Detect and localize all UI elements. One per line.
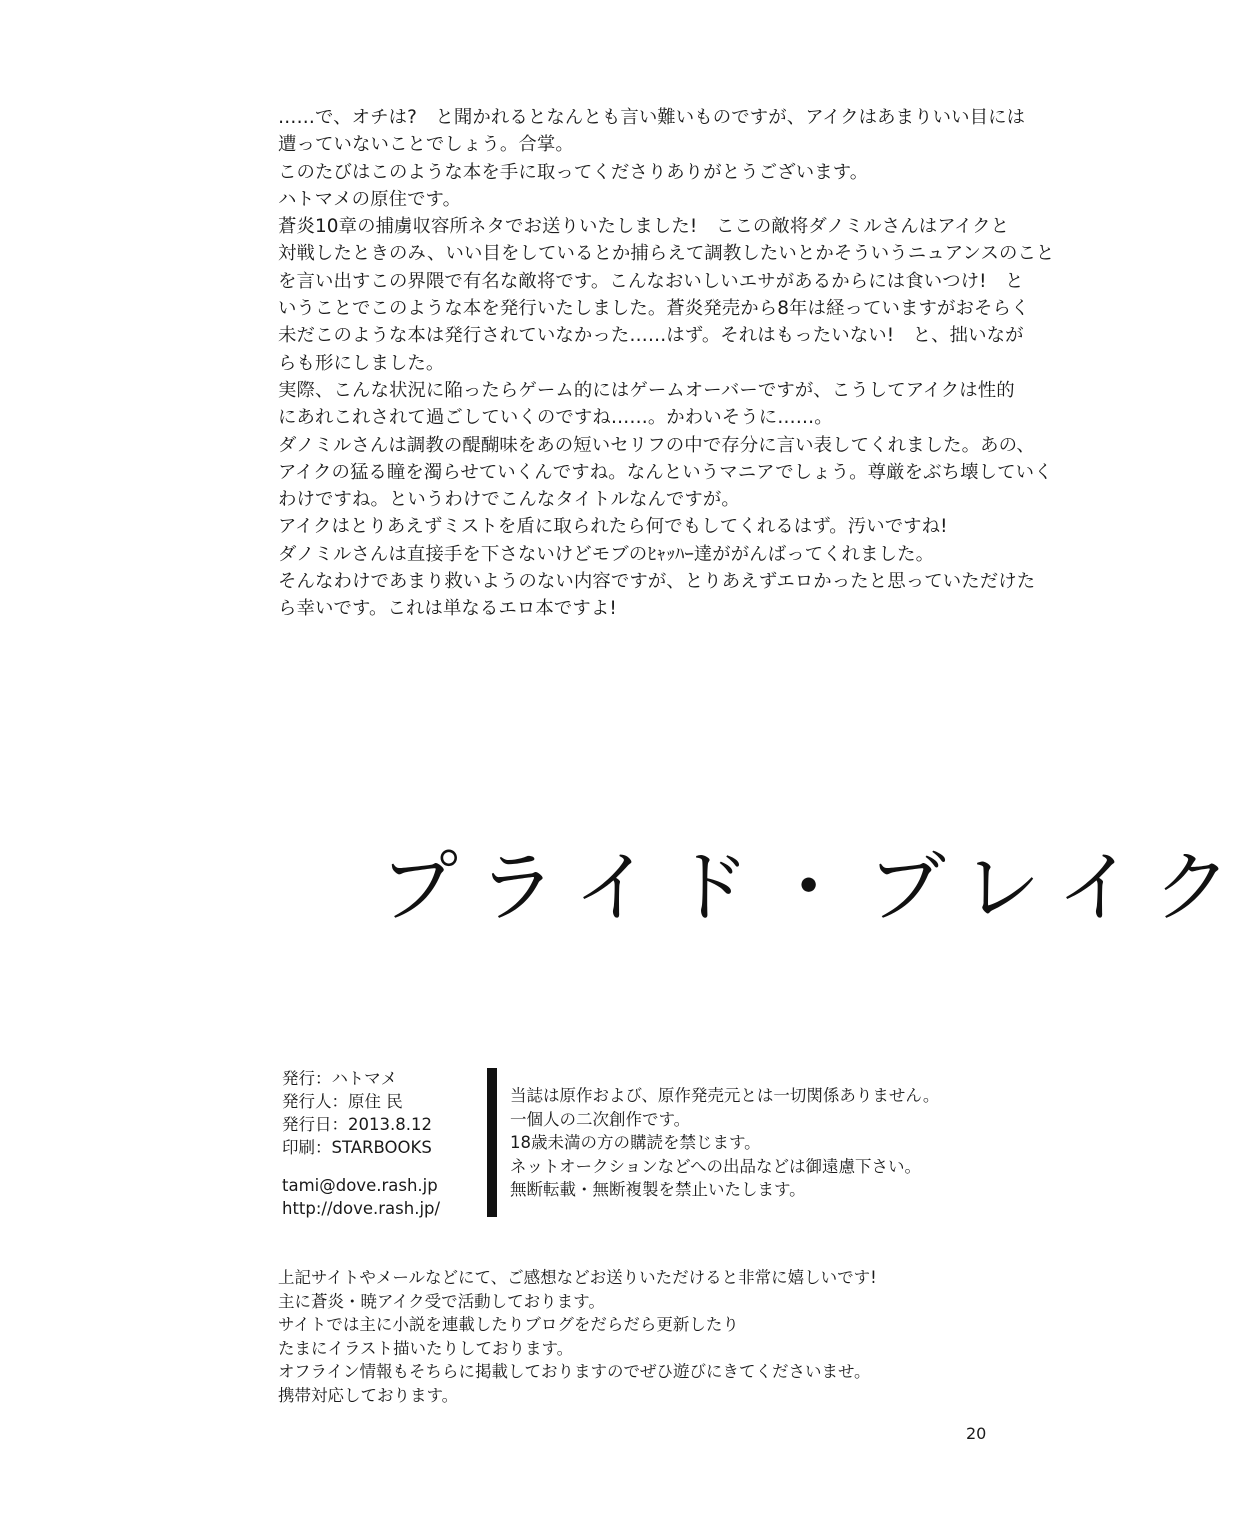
- contact-email: tami@dove.rash.jp: [282, 1176, 438, 1195]
- colophon: [282, 1067, 440, 1220]
- notice-line: 一個人の二次創作です。: [510, 1109, 691, 1129]
- notice-line: 当誌は原作および、原作発売元とは一切関係ありません。: [510, 1086, 940, 1105]
- message-line: オフライン情報もそちらに掲載しておりますのでぜひ遊びにきてくださいませ。: [278, 1362, 871, 1381]
- colophon-publisher: 発行：ハトマメ: [282, 1069, 398, 1088]
- afterword-line: ダノミルさんは直接手を下さないけどモブのﾋｬｯﾊｰ達ががんばってくれました。: [278, 543, 935, 565]
- afterword-line: にあれこれされて過ごしていくのですね……。かわいそうに……。: [278, 407, 833, 429]
- afterword-line: ダノミルさんは調教の醍醐味をあの短いセリフの中で存分に言い表してくれました。あの、: [278, 434, 1035, 456]
- message-line: 主に蒼炎・暁アイク受で活動しております。: [278, 1291, 605, 1311]
- afterword-line: アイクはとりあえずミストを盾に取られたら何でもしてくれるはず。汚いですね!: [278, 516, 948, 538]
- afterword-line: ……で、オチは? と聞かれるとなんとも言い難いものですが、アイクはあまりいい目には: [278, 107, 1026, 128]
- message-line: 上記サイトやメールなどにて、ご感想などお送りいただけると非常に嬉しいです!: [278, 1268, 877, 1287]
- afterword-line: アイクの猛る瞳を濁らせていくんですね。なんというマニアでしょう。尊厳をぶち壊していく: [278, 461, 1053, 483]
- message-line: サイトでは主に小説を連載したりブログをだらだら更新したり: [278, 1315, 739, 1334]
- colophon-date: 発行日：2013.8.12: [282, 1115, 432, 1134]
- book-title: プライド・ブレイク: [380, 843, 1251, 933]
- afterword-line: このたびはこのような本を手に取ってくださりありがとうございます。: [278, 161, 869, 183]
- afterword-line: わけですね。というわけでこんなタイトルなんですが。: [278, 489, 740, 511]
- afterword-line: 遭っていないことでしょう。合掌。: [278, 134, 574, 156]
- afterword-line: ら幸いです。これは単なるエロ本ですよ!: [278, 598, 617, 620]
- afterword-line: 蒼炎10章の捕虜収容所ネタでお送りいたしました! ここの敵将ダノミルさんはアイクと: [278, 216, 1010, 238]
- notice-line: ネットオークションなどへの出品などは御遠慮下さい。: [510, 1156, 922, 1176]
- afterword-line: 実際、こんな状況に陥ったらゲーム的にはゲームオーバーですが、こうしてアイクは性的: [278, 379, 1015, 401]
- message-line: たまにイラスト描いたりしております。: [278, 1338, 574, 1358]
- afterword-line: を言い出すこの界隈で有名な敵将です。こんなおいしいエサがあるからには食いつけ! と: [278, 270, 1024, 292]
- vertical-divider: [487, 1068, 497, 1217]
- contact-url: http://dove.rash.jp/: [282, 1199, 441, 1218]
- afterword-line: そんなわけであまり救いようのない内容ですが、とりあえずエロかったと思っていただけた: [278, 571, 1036, 593]
- afterword-line: らも形にしました。: [278, 352, 445, 374]
- page-number: 20: [966, 1424, 987, 1443]
- author-message: [278, 1266, 877, 1407]
- afterword-line: ハトマメの原住です。: [278, 188, 462, 210]
- afterword-line: 未だこのような本は発行されていなかった……はず。それはもったいない! と、拙いなが: [278, 325, 1024, 347]
- colophon-printer: 印刷：STARBOOKS: [282, 1138, 432, 1157]
- message-line: 携帯対応しております。: [278, 1385, 459, 1405]
- colophon-issuer: 発行人：原住 民: [282, 1092, 403, 1111]
- afterword-line: いうことでこのような本を発行いたしました。蒼炎発売から8年は経っていますがおそらく: [278, 298, 1030, 320]
- afterword-line: 対戦したときのみ、いい目をしているとか捕らえて調教したいとかそういうニュアンスのこと: [278, 243, 1055, 265]
- afterword: [278, 104, 1055, 623]
- notice: [510, 1084, 939, 1202]
- notice-line: 18歳未満の方の購読を禁じます。: [510, 1133, 761, 1152]
- colophon-spacer: [282, 1159, 440, 1174]
- notice-line: 無断転載・無断複製を禁止いたします。: [510, 1180, 806, 1199]
